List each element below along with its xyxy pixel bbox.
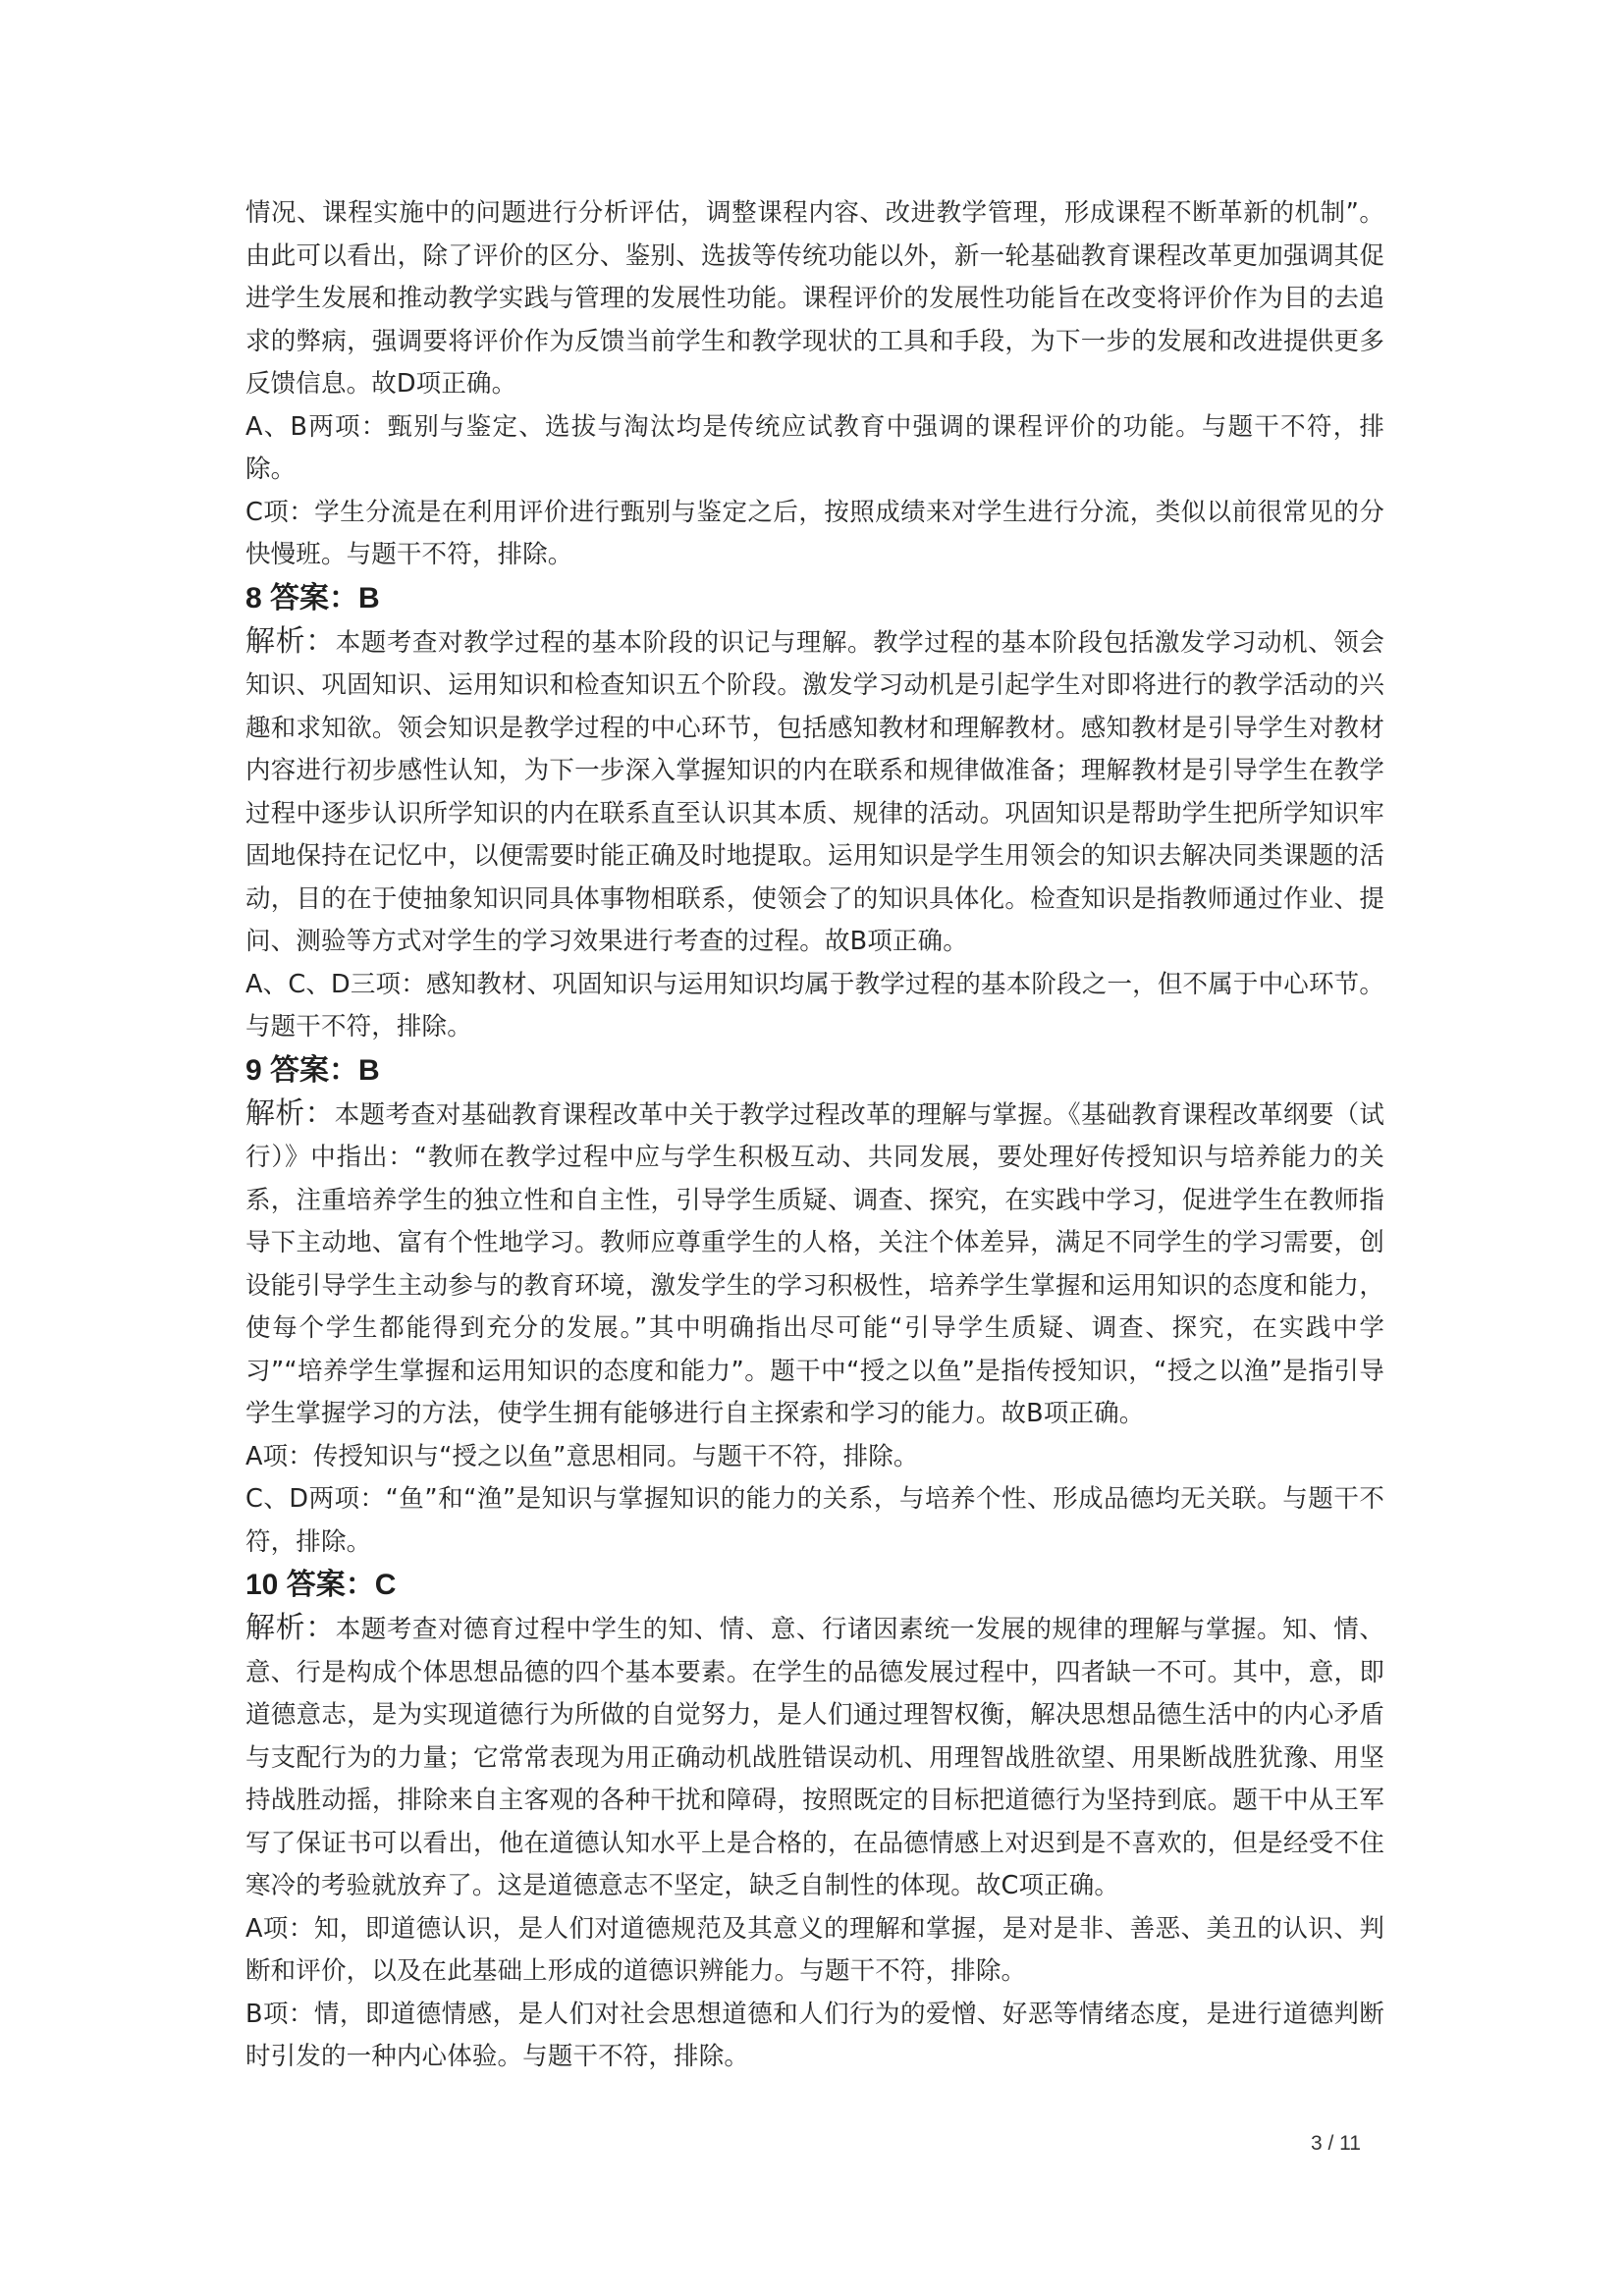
analysis-text: 本题考查对基础教育课程改革中关于教学过程改革的理解与掌握。《基础教育课程改革纲要（试行）》中指出：“教师在教学过程中应与学生积极互动、共同发展，要处理好传授知识与培养能力的关系，注重培养学生的独立性和自主性，引导学生质疑、调查、探究，在实践中学习，促进学生在教师指导下主动地、富有个性地学习。教师应尊重学生的人格，关注个体差异，满足不同学生的学习需要，创设能引导学生主动参与的教育环境，激发学生的学习积极性，培养学生掌握和运用知识的态度和能力，使每个学生都能得到充分的发展。”其中明确指出尽可能“引导学生质疑、调查、探究，在实践中学习”“培养学生掌握和运用知识的态度和能力”。题干中“授之以鱼”是指传授知识，“授之以渔”是指引导学生掌握学习的方法，使学生拥有能够进行自主探索和学习的能力。故B项正确。 xyxy=(245,1099,1384,1428)
answer-heading-q8: 8 答案：B xyxy=(245,581,380,614)
analysis-q10 xyxy=(245,1607,1384,1908)
paragraph-q7-option-c: C项：学生分流是在利用评价进行甄别与鉴定之后，按照成绩来对学生进行分流，类似以前很常见的分快慢班。与题干不符，排除。 xyxy=(245,497,1384,569)
paragraph-q9-option-cd: C、D两项：“鱼”和“渔”是知识与掌握知识的能力的关系，与培养个性、形成品德均无关联。与题干不符，排除。 xyxy=(245,1484,1384,1557)
paragraph-q10-option-b: B项：情，即道德情感，是人们对社会思想道德和人们行为的爱憎、好恶等情绪态度，是进行道德判断时引发的一种内心体验。与题干不符，排除。 xyxy=(245,1999,1384,2071)
document-body xyxy=(245,192,1384,2079)
analysis-label: 解析： xyxy=(245,1095,335,1131)
paragraph-q10-option-a: A项：知，即道德认识，是人们对道德规范及其意义的理解和掌握，是对是非、善恶、美丑的认识、判断和评价，以及在此基础上形成的道德识辨能力。与题干不符，排除。 xyxy=(245,1913,1384,1986)
paragraph-q7-analysis-continued: 情况、课程实施中的问题进行分析评估，调整课程内容、改进教学管理，形成课程不断革新的机制”。由此可以看出，除了评价的区分、鉴别、选拔等传统功能以外，新一轮基础教育课程改革更加强调其促进学生发展和推动教学实践与管理的发展性功能。课程评价的发展性功能旨在改变将评价作为目的去追求的弊病，强调要将评价作为反馈当前学生和教学现状的工具和手段，为下一步的发展和改进提供更多反馈信息。故D项正确。 xyxy=(245,198,1384,399)
analysis-q8 xyxy=(245,620,1384,964)
analysis-label: 解析： xyxy=(245,1611,336,1645)
analysis-text: 本题考查对德育过程中学生的知、情、意、行诸因素统一发展的规律的理解与掌握。知、情、意、行是构成个体思想品德的四个基本要素。在学生的品德发展过程中，四者缺一不可。其中，意，即道德意志，是为实现道德行为所做的自觉努力，是人们通过理智权衡，解决思想品德生活中的内心矛盾与支配行为的力量；它常常表现为用正确动机战胜错误动机、用理智战胜欲望、用果断战胜犹豫、用坚持战胜动摇，排除来自主客观的各种干扰和障碍，按照既定的目标把道德行为坚持到底。题干中从王军写了保证书可以看出，他在道德认知水平上是合格的，在品德情感上对迟到是不喜欢的，但是经受不住寒冷的考验就放弃了。这是道德意志不坚定，缺乏自制性的体现。故C项正确。 xyxy=(245,1615,1384,1900)
answer-heading-q9: 9 答案：B xyxy=(245,1053,380,1087)
analysis-q9 xyxy=(245,1093,1384,1436)
paragraph-q7-option-ab: A、B两项：甄别与鉴定、选拔与淘汰均是传统应试教育中强调的课程评价的功能。与题干不符，排除。 xyxy=(245,411,1384,484)
analysis-label: 解析： xyxy=(245,623,336,659)
paragraph-q9-option-a: A项：传授知识与“授之以鱼”意思相同。与题干不符，排除。 xyxy=(245,1441,919,1471)
analysis-text: 本题考查对教学过程的基本阶段的识记与理解。教学过程的基本阶段包括激发学习动机、领会知识、巩固知识、运用知识和检查知识五个阶段。激发学习动机是引起学生对即将进行的教学活动的兴趣和求知欲。领会知识是教学过程的中心环节，包括感知教材和理解教材。感知教材是引导学生对教材内容进行初步感性认知，为下一步深入掌握知识的内在联系和规律做准备；理解教材是引导学生在教学过程中逐步认识所学知识的内在联系直至认识其本质、规律的活动。巩固知识是帮助学生把所学知识牢固地保持在记忆中，以便需要时能正确及时地提取。运用知识是学生用领会的知识去解决同类课题的活动，目的在于使抽象知识同具体事物相联系，使领会了的知识具体化。检查知识是指教师通过作业、提问、测验等方式对学生的学习效果进行考查的过程。故B项正确。 xyxy=(245,627,1384,956)
paragraph-q8-option-acd: A、C、D三项：感知教材、巩固知识与运用知识均属于教学过程的基本阶段之一，但不属于中心环节。与题干不符，排除。 xyxy=(245,969,1384,1041)
page-number: 3 / 11 xyxy=(1311,2132,1361,2155)
answer-heading-q10: 10 答案：C xyxy=(245,1569,397,1601)
